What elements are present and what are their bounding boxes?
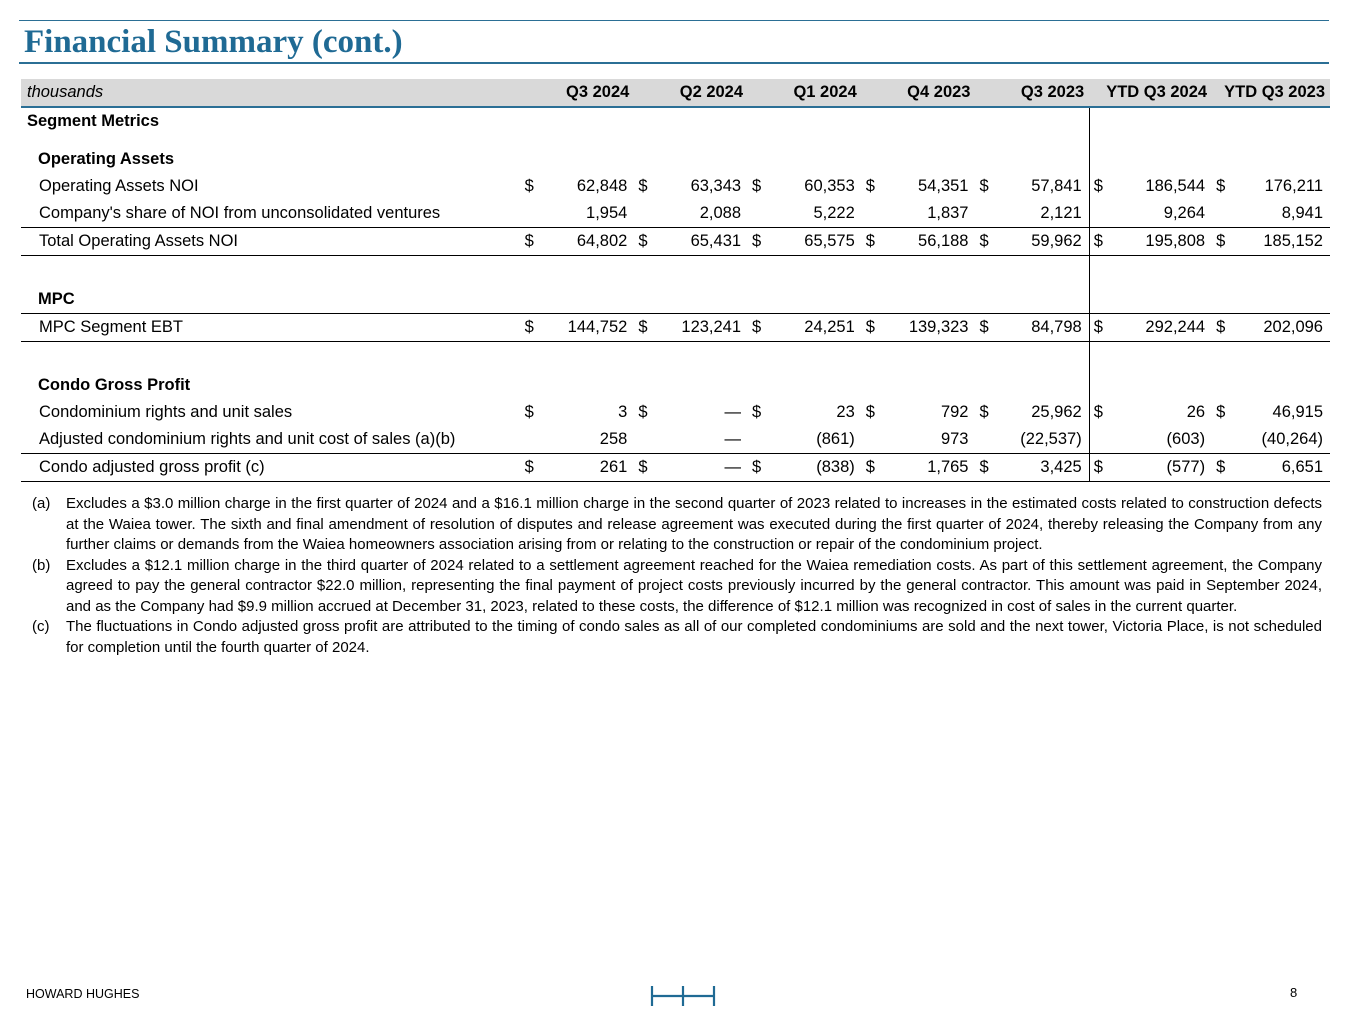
footnote-letter: (b) (32, 556, 51, 574)
company-name: HOWARD HUGHES (26, 987, 140, 1001)
currency-symbol: $ (1216, 177, 1226, 195)
cell-value: 54,351 (918, 177, 969, 195)
table-row (21, 399, 1330, 426)
cell-value: 1,765 (882, 454, 975, 482)
currency-symbol (521, 426, 541, 454)
cell-value: — (724, 430, 742, 448)
currency-symbol (1089, 200, 1109, 228)
cell-value: 25,962 (1031, 403, 1082, 421)
spacer-row (21, 342, 1330, 373)
currency-symbol: $ (1212, 314, 1232, 342)
cell-value: (577) (1110, 454, 1213, 482)
currency-symbol: $ (524, 403, 534, 421)
currency-symbol: $ (521, 314, 541, 342)
cell-value: 176,211 (1264, 177, 1323, 195)
cell-value: 84,798 (996, 314, 1089, 342)
row-label: Company's share of NOI from unconsolidated ventures (39, 204, 441, 222)
currency-symbol: $ (521, 454, 541, 482)
page-number: 8 (1290, 985, 1298, 1000)
currency-symbol: $ (748, 454, 768, 482)
cell-value: (40,264) (1261, 430, 1323, 448)
row-label: Condominium rights and unit sales (39, 403, 293, 421)
currency-symbol: $ (1089, 314, 1109, 342)
cell-value: 2,121 (1040, 204, 1082, 222)
table-header-row (21, 79, 1330, 107)
spacer-row (21, 256, 1330, 287)
currency-symbol: $ (975, 228, 995, 256)
cell-value: 3,425 (996, 454, 1089, 482)
cell-value: 261 (541, 454, 634, 482)
cell-value: 62,848 (576, 177, 628, 195)
cell-value: 1,837 (927, 204, 969, 222)
group-row (21, 372, 1330, 399)
cell-value: 195,808 (1110, 228, 1213, 256)
cell-value: 792 (940, 403, 969, 421)
currency-symbol: $ (748, 228, 768, 256)
cell-value: 60,353 (804, 177, 855, 195)
footnote-letter: (c) (32, 618, 50, 635)
currency-symbol (748, 200, 768, 228)
currency-symbol: $ (979, 403, 989, 421)
cell-value: 64,802 (541, 228, 634, 256)
table-row-total (21, 314, 1330, 342)
footnote (32, 617, 1322, 658)
cell-value: 185,152 (1232, 228, 1330, 256)
column-header: Q1 2024 (793, 83, 857, 101)
currency-symbol: $ (865, 403, 875, 421)
column-header: Q3 2024 (566, 83, 630, 101)
group-row (21, 286, 1330, 314)
currency-symbol: $ (862, 314, 882, 342)
currency-symbol (975, 200, 995, 228)
currency-symbol: $ (634, 228, 654, 256)
currency-symbol (862, 426, 882, 454)
footnote-letter: (a) (32, 495, 51, 512)
footnote (32, 494, 1322, 556)
footnote (32, 556, 1322, 618)
currency-symbol: $ (1089, 228, 1109, 256)
currency-symbol: $ (638, 177, 648, 195)
currency-symbol (634, 200, 654, 228)
currency-symbol (862, 200, 882, 228)
footnote-text: The fluctuations in Condo adjusted gross profit are attributed to the timing of condo sales as all of our completed condominiums are sold and the next tower, Victoria Place, is not scheduled for completion until the fourth quarter of 2024. (66, 618, 1322, 656)
currency-symbol: $ (752, 177, 762, 195)
column-header: YTD Q3 2023 (1224, 83, 1325, 101)
cell-value: 2,088 (699, 204, 742, 222)
table-row-total (21, 454, 1330, 482)
cell-value: 57,841 (1031, 177, 1082, 195)
hh-logo-icon (650, 985, 716, 1007)
top-rule (19, 20, 1329, 21)
currency-symbol (748, 426, 768, 454)
cell-value: 5,222 (813, 204, 855, 222)
currency-symbol: $ (521, 228, 541, 256)
currency-symbol: $ (1089, 173, 1109, 200)
table-row-total (21, 228, 1330, 256)
cell-value: 65,575 (768, 228, 861, 256)
currency-symbol: $ (979, 177, 989, 195)
cell-value: 8,941 (1281, 204, 1323, 222)
cell-value: 56,188 (882, 228, 975, 256)
footnote-text: Excludes a $3.0 million charge in the first quarter of 2024 and a $16.1 million charge in the second quarter of 2023 related to increases in the estimated costs related to construction defects at the Waiea tower. The sixth and final amendment of resolution of disputes and release agreement was executed during the first quarter of 2024, thereby releasing the Company from any further claims or demands from the Waiea homeowners association arising from or relating to the construction or repair of the condominium project. (66, 495, 1322, 553)
currency-symbol (1212, 200, 1232, 228)
currency-symbol: $ (748, 314, 768, 342)
cell-value: 973 (940, 430, 969, 448)
financial-table (21, 79, 1330, 482)
cell-value: 1,954 (586, 204, 628, 222)
cell-value: — (724, 403, 742, 421)
cell-value: 23 (836, 403, 855, 421)
section-row (21, 107, 1330, 135)
cell-value: 258 (599, 430, 628, 448)
currency-symbol: $ (634, 314, 654, 342)
cell-value: 65,431 (655, 228, 748, 256)
footnote-text: Excludes a $12.1 million charge in the third quarter of 2024 related to a settlement agreement reached for the Waiea remediation costs. As part of this settlement agreement, the Company agreed to pay the general contractor $22.0 million, representing the final payment of project costs previously incurred by the general contractor. This amount was paid in September 2024, and as the Company had $9.9 million accrued at December 31, 2023, related to these costs, the difference of $12.1 million was recognized in cost of sales in the current quarter. (66, 556, 1322, 615)
column-header: Q2 2024 (679, 83, 744, 101)
currency-symbol (975, 426, 995, 454)
cell-value: 6,651 (1232, 454, 1330, 482)
currency-symbol: $ (865, 177, 875, 195)
units-label: thousands (27, 83, 104, 101)
cell-value: (838) (768, 454, 861, 482)
currency-symbol: $ (975, 454, 995, 482)
currency-symbol (1089, 426, 1109, 454)
table-row (21, 173, 1330, 200)
currency-symbol: $ (1216, 403, 1226, 421)
cell-value: 186,544 (1145, 177, 1206, 195)
cell-value: 59,962 (996, 228, 1089, 256)
group-label: Operating Assets (38, 150, 175, 168)
column-header: Q3 2023 (1020, 83, 1085, 101)
row-label: Condo adjusted gross profit (c) (21, 454, 521, 482)
cell-value: 46,915 (1272, 403, 1323, 421)
footnotes (32, 494, 1322, 658)
currency-symbol: $ (1212, 454, 1232, 482)
cell-value: 3 (618, 403, 628, 421)
group-row (21, 135, 1330, 173)
currency-symbol: $ (638, 403, 648, 421)
currency-symbol: $ (862, 454, 882, 482)
group-label: Condo Gross Profit (38, 376, 191, 394)
row-label: Adjusted condominium rights and unit cost of sales (a)(b) (39, 430, 456, 448)
section-label: Segment Metrics (27, 112, 160, 130)
currency-symbol: $ (524, 177, 534, 195)
group-label: MPC (38, 290, 75, 308)
currency-symbol: $ (862, 228, 882, 256)
table-row (21, 426, 1330, 454)
currency-symbol: $ (634, 454, 654, 482)
currency-symbol: $ (975, 314, 995, 342)
cell-value: 24,251 (768, 314, 861, 342)
table-row (21, 200, 1330, 228)
column-header: Q4 2023 (907, 83, 971, 101)
currency-symbol: $ (1212, 228, 1232, 256)
cell-value: — (655, 454, 748, 482)
cell-value: (603) (1166, 430, 1206, 448)
cell-value: 144,752 (541, 314, 634, 342)
cell-value: 292,244 (1110, 314, 1213, 342)
currency-symbol (634, 426, 654, 454)
currency-symbol (1212, 426, 1232, 454)
currency-symbol (521, 200, 541, 228)
column-header: YTD Q3 2024 (1106, 83, 1208, 101)
page-title: Financial Summary (cont.) (24, 24, 403, 60)
row-label: Total Operating Assets NOI (21, 228, 521, 256)
cell-value: 26 (1186, 403, 1206, 421)
cell-value: 202,096 (1232, 314, 1330, 342)
currency-symbol: $ (1089, 399, 1109, 426)
cell-value: 123,241 (655, 314, 748, 342)
cell-value: 63,343 (690, 177, 742, 195)
cell-value: (861) (816, 430, 855, 448)
row-label: MPC Segment EBT (21, 314, 521, 342)
cell-value: (22,537) (1020, 430, 1082, 448)
row-label: Operating Assets NOI (39, 177, 199, 195)
cell-value: 9,264 (1163, 204, 1206, 222)
currency-symbol: $ (752, 403, 762, 421)
cell-value: 139,323 (882, 314, 975, 342)
title-rule (19, 62, 1329, 64)
currency-symbol: $ (1089, 454, 1109, 482)
